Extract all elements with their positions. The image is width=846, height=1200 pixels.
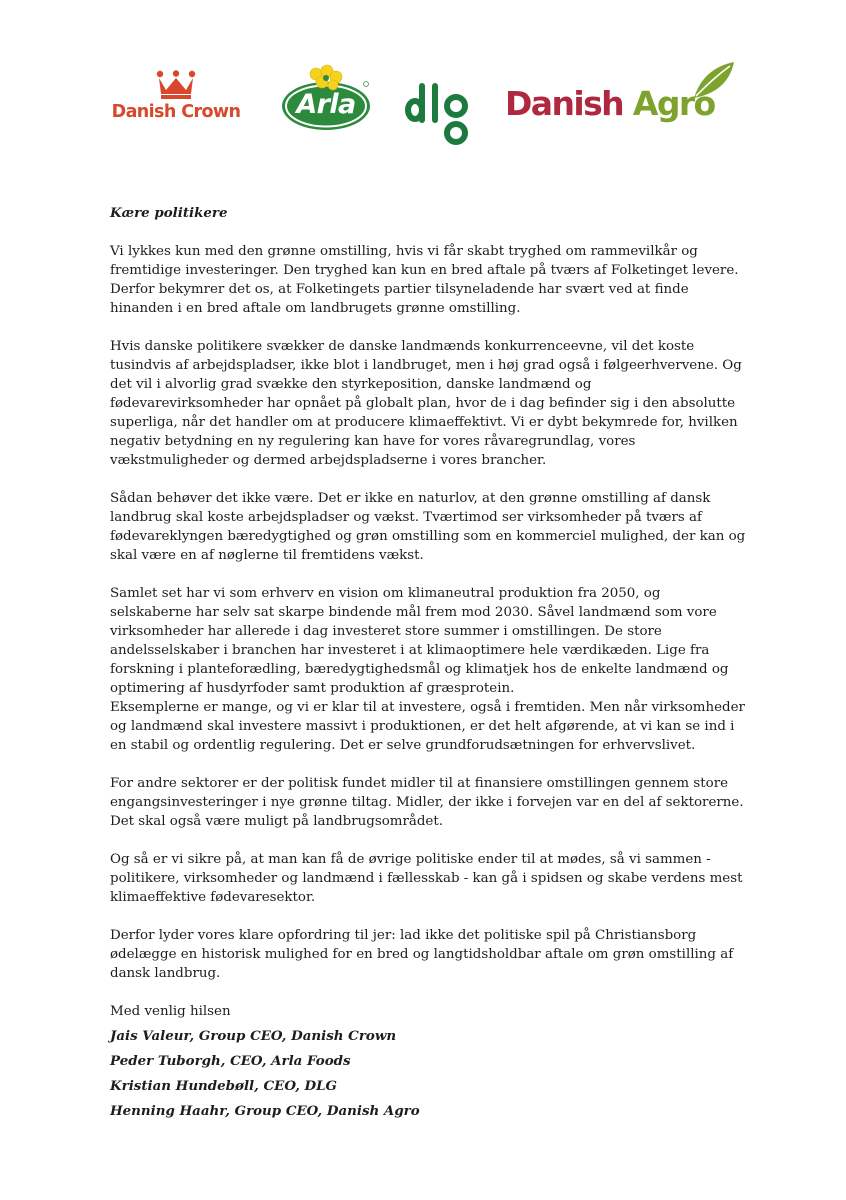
- danish-agro-word-agro: Agro: [632, 84, 715, 123]
- danish-crown-logo: [109, 70, 243, 126]
- letter-body: [110, 204, 746, 1127]
- arla-wordmark: Arla: [296, 89, 356, 120]
- dlg-wordmark: [405, 82, 471, 148]
- closing: Med venlig hilsen: [110, 1004, 231, 1019]
- paragraph-8: Derfor lyder vores klare opfordring til jer: lad ikke det politiske spil på Christiansborg ødelægge en historisk mulighed for en bred og langtidsholdbar aftale om grøn omstilling af dansk landbrug.: [110, 928, 734, 981]
- arla-logo: [278, 64, 374, 132]
- dlg-logo: [405, 82, 471, 148]
- signature-4: Henning Haahr, Group CEO, Danish Agro: [110, 1103, 420, 1119]
- salutation: Kære politikere: [110, 205, 228, 221]
- danish-agro-logo: [505, 60, 731, 130]
- paragraph-7: Og så er vi sikre på, at man kan få de øvrige politiske ender til at mødes, så vi sammen - politikere, virksomheder og landmænd i fællesskab - kan gå i spidsen og skabe verdens mest klimaeffektive fødevaresektor.: [110, 852, 743, 905]
- signature-3: Kristian Hundebøll, CEO, DLG: [110, 1078, 337, 1094]
- danish-agro-word-danish: Danish: [505, 84, 624, 123]
- danish-agro-wordmark: [505, 84, 715, 123]
- paragraph-4: Samlet set har vi som erhverv en vision om klimaneutral produktion fra 2050, og selskaberne har selv sat skarpe bindende mål frem mod 2030. Såvel landmænd som vore virksomheder har allerede i dag investeret store summer i omstillingen. De store andelsselskaber i branchen har investeret i at klimaoptimere hele værdikæden. Lige fra forskning i planteforædling, bæredygtighedsmål og klimatjek hos de enkelte landmænd og optimering af husdyrfoder samt produktion af græsprotein.: [110, 586, 729, 696]
- danish-crown-wordmark: Danish Crown: [111, 102, 241, 122]
- signature-1: Jais Valeur, Group CEO, Danish Crown: [110, 1028, 397, 1044]
- crown-icon: [156, 70, 196, 100]
- paragraph-2: Hvis danske politikere svækker de danske landmænds konkurrenceevne, vil det koste tusindvis af arbejdspladser, ikke blot i landbruget, men i høj grad også i følgeerhvervene. Og det vil i alvorlig grad svække den styrkeposition, danske landmænd og fødevarevirksomheder har opnået på globalt plan, hvor de i dag befinder sig i den absolutte superliga, når det handler om at producere klimaeffektivt. Vi er dybt bekymrede for, hvilken negativ betydning en ny regulering kan have for vores råvaregrundlag, vores vækstmuligheder og dermed arbejdspladserne i vores brancher.: [110, 339, 742, 468]
- paragraph-5: Eksemplerne er mange, og vi er klar til at investere, også i fremtiden. Men når virksomheder og landmænd skal investere massivt i produktionen, er det helt afgørende, at vi kan se ind i en stabil og ordentlig regulering. Det er selve grundforudsætningen for erhvervslivet.: [110, 700, 745, 753]
- signature-2: Peder Tuborgh, CEO, Arla Foods: [110, 1053, 351, 1069]
- paragraph-3: Sådan behøver det ikke være. Det er ikke en naturlov, at den grønne omstilling af dansk landbrug skal koste arbejdspladser og vækst. Tværtimod ser virksomheder på tværs af fødevareklyngen bæredygtighed og grøn omstilling som en kommerciel mulighed, der kan og skal være en af nøglerne til fremtidens vækst.: [110, 491, 746, 563]
- paragraph-1: Vi lykkes kun med den grønne omstilling, hvis vi får skabt tryghed om rammevilkår og fremtidige investeringer. Den tryghed kan kun en bred aftale på tværs af Folketinget levere. Derfor bekymrer det os, at Folketingets partier tilsyneladende har svært ved at finde hinanden i en bred aftale om landbrugets grønne omstilling.: [110, 244, 739, 316]
- paragraph-6: For andre sektorer er der politisk fundet midler til at finansiere omstillingen gennem store engangsinvesteringer i nye grønne tiltag. Midler, der ikke i forvejen var en del af sektorerne. Det skal også være muligt på landbrugsområdet.: [110, 776, 744, 829]
